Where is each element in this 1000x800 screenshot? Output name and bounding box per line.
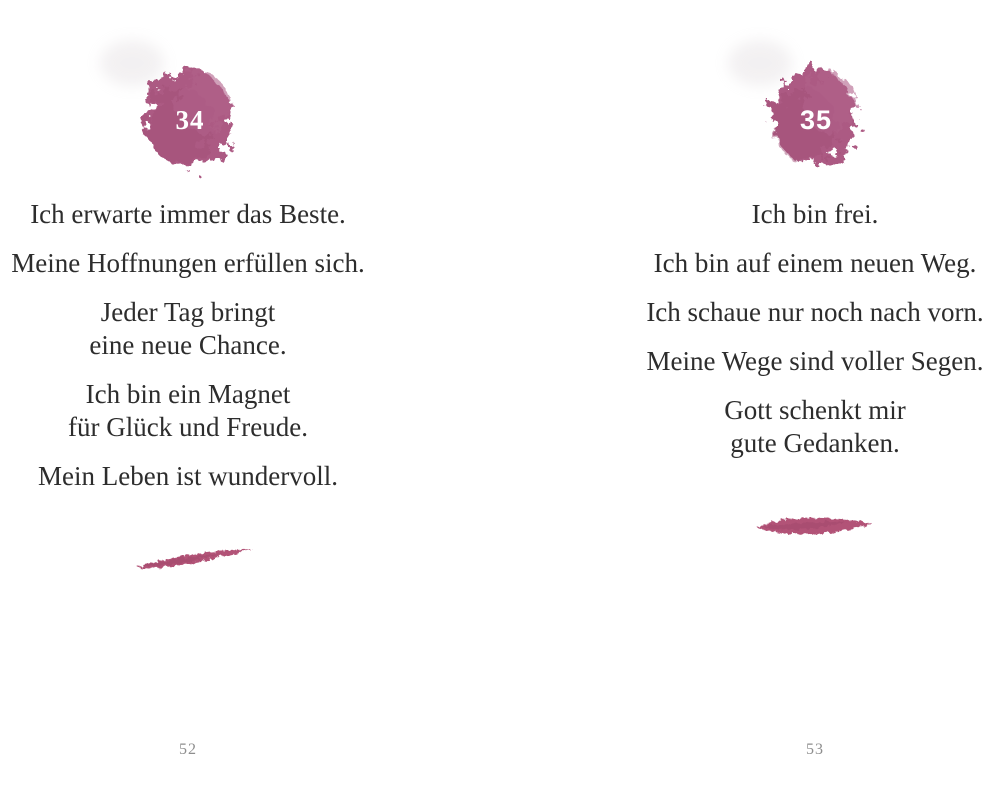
page-right [500,0,1000,800]
page-content [633,0,997,800]
brush-stroke-divider [134,543,258,575]
affirmation-line: Meine Hoffnungen erfüllen sich. [11,248,365,278]
page-number: 52 [179,741,197,758]
affirmation [0,247,378,280]
affirmation [0,296,378,362]
affirmation [633,345,997,378]
affirmation-list [0,198,378,509]
brush-stroke-icon [134,543,258,575]
affirmation-line: Ich bin frei. [751,199,879,229]
affirmation [633,198,997,231]
affirmation-line: Ich erwarte immer das Beste. [30,199,346,229]
brush-stroke-icon [752,510,876,542]
affirmation-line: Ich schaue nur noch nach vorn. [646,297,984,327]
affirmation-line: für Glück und Freude. [68,412,308,442]
affirmation-line: gute Gedanken. [730,428,900,458]
affirmation-line: eine neue Chance. [89,330,287,360]
affirmation-number: 34 [175,105,205,135]
page-number: 53 [806,741,824,758]
affirmation [633,394,997,460]
affirmation-line: Meine Wege sind voller Segen. [646,346,984,376]
affirmation-line: Gott schenkt mir [724,395,906,425]
affirmation-line: Jeder Tag bringt [100,297,276,327]
brush-stroke-divider [752,510,876,542]
affirmation [0,378,378,444]
affirmation-line: Mein Leben ist wundervoll. [38,461,338,491]
affirmation [0,198,378,231]
affirmation-line: Ich bin auf einem neuen Weg. [653,248,977,278]
affirmation-list [633,198,997,476]
affirmation-line: Ich bin ein Magnet [85,379,291,409]
page-content [0,0,378,800]
affirmation [0,460,378,493]
affirmation-number: 35 [799,105,833,135]
affirmation [633,247,997,280]
affirmation [633,296,997,329]
